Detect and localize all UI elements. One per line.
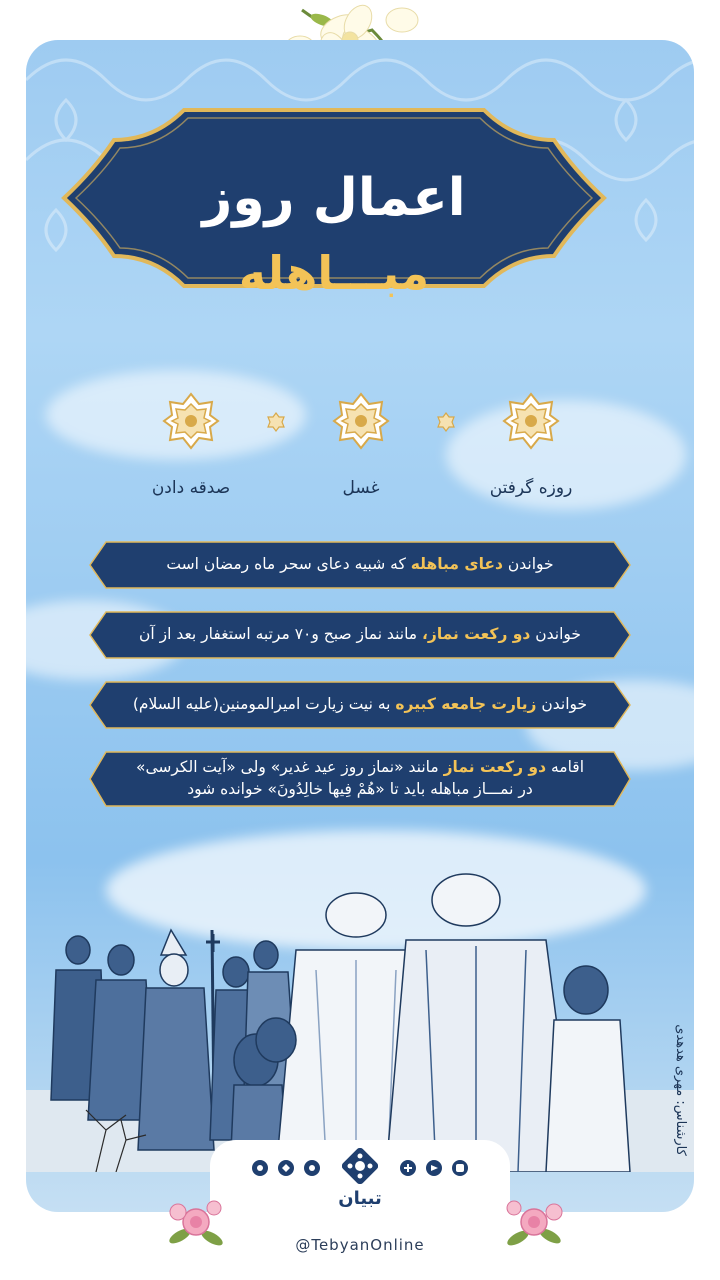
deed-label-charity: صدقه دادن (151, 478, 231, 498)
fasting-emblem-icon (502, 392, 560, 450)
ghusl-emblem-icon (332, 392, 390, 450)
charity-emblem-icon (162, 392, 220, 450)
banner-highlight: زیارت جامعه کبیره (395, 695, 537, 713)
banner-highlight: دو رکعت نماز (443, 758, 547, 776)
rose-decoration-right (498, 1188, 570, 1252)
practice-banner-4: اقامه دو رکعت نماز مانند «نماز روز عید غدیر» ولی «آیت الکرسی» در نمـــاز مباهله باید تا «هُمْ فِیها خالِدُونَ» خوانده شود (84, 750, 636, 808)
title-line-2: مبـــاهله (238, 246, 430, 300)
small-ornament-icon (266, 412, 286, 432)
deed-label-fasting: روزه گرفتن (489, 478, 573, 498)
mubahala-procession-illustration (26, 860, 694, 1172)
footer-panel (210, 1140, 510, 1260)
deed-label-ghusl: غسل (342, 478, 380, 498)
rose-decoration-left (160, 1188, 232, 1252)
banner-highlight: دو رکعت نماز، (422, 625, 531, 643)
social-icons-left (250, 1158, 322, 1178)
credit-text: کارشناس: مهری هدهدی (673, 1024, 688, 1156)
tebyan-logo-icon (342, 1148, 378, 1184)
social-icons-right (398, 1158, 470, 1178)
practice-banner-2: خواندن دو رکعت نماز، مانند نماز صبح و۷۰ مرتبه استغفار بعد از آن (84, 610, 636, 660)
brand-name: تبیان (338, 1188, 382, 1209)
small-ornament-icon (436, 412, 456, 432)
practice-banner-3: خواندن زیارت جامعه کبیره به نیت زیارت امیرالمومنین(علیه السلام) (84, 680, 636, 730)
banner-4-line-2: در نمـــاز مباهله باید تا «هُمْ فِیها خالِدُونَ» خوانده شود (187, 780, 533, 798)
banner-highlight: دعای مباهله (410, 555, 503, 573)
social-handle: @TebyanOnline (295, 1236, 425, 1254)
title-line-1: اعمال روز (202, 168, 466, 228)
practice-banner-1: خواندن دعای مباهله که شبیه دعای سحر ماه رمضان است (84, 540, 636, 590)
